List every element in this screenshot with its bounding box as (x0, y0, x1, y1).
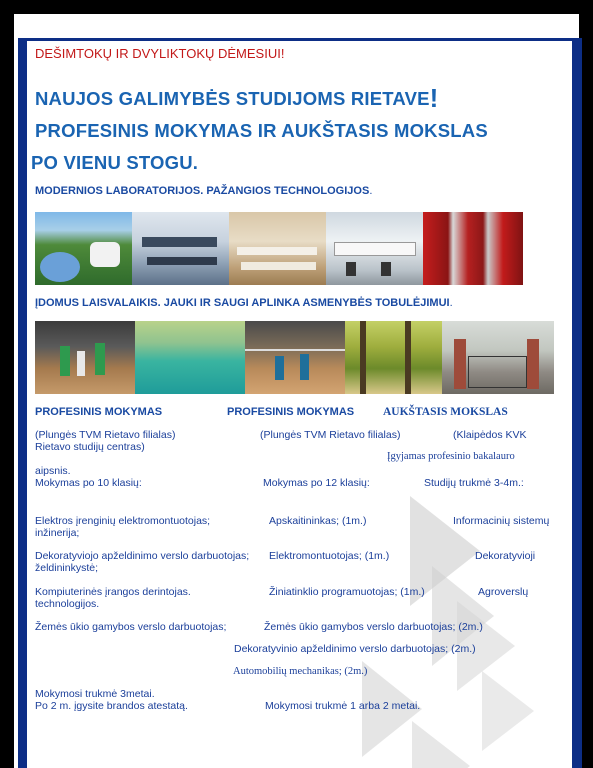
col1-program-cont: želdininkystė; (35, 562, 99, 574)
photo-classroom (229, 212, 326, 285)
decor-triangle (412, 721, 470, 768)
decor-triangle (482, 671, 534, 751)
col2-org: (Plungės TVM Rietavo filialas) (260, 429, 401, 441)
col2-program: Žemės ūkio gamybos verslo darbuotojas; (2m.) (264, 621, 483, 633)
col2-program: Automobilių mechanikas; (2m.) (233, 666, 368, 677)
col1-duration: Mokymosi trukmė 3metai. (35, 688, 155, 700)
col1-note: aipsnis. (35, 465, 71, 477)
photo-gardening (35, 212, 132, 285)
col1-program-cont: inžinerija; (35, 527, 80, 539)
col1-program: Žemės ūkio gamybos verslo darbuotojas; (35, 621, 227, 633)
col3-program: Informacinių sistemų (453, 515, 550, 527)
photo-volleyball (245, 321, 345, 394)
col2-program: Apskaitininkas; (1m.) (269, 515, 367, 527)
col3-heading: AUKŠTASIS MOKSLAS (383, 406, 508, 418)
col2-program: Žiniatinklio programuotojas; (1m.) (269, 586, 425, 598)
photo-welding-booths (423, 212, 523, 285)
col3-program: Dekoratyvioji (475, 550, 536, 562)
col3-basis: Studijų trukmė 3-4m.: (424, 477, 524, 489)
col3-org: (Klaipėdos KVK (453, 429, 527, 441)
col1-basis: Mokymas po 10 klasių: (35, 477, 142, 489)
photo-gate (442, 321, 554, 394)
col1-program: Dekoratyviojo apželdinimo verslo darbuotojas; (35, 550, 250, 562)
poster-page (27, 41, 572, 768)
photo-workshop (326, 212, 423, 285)
photo-swimming-pool (135, 321, 245, 394)
col1-program: Kompiuterinės įrangos derintojas. (35, 586, 191, 598)
col2-program: Dekoratyvinio apželdinimo verslo darbuotojas; (2m.) (234, 643, 476, 655)
photo-basketball (35, 321, 135, 394)
subheading-leisure: ĮDOMUS LAISVALAIKIS. JAUKI IR SAUGI APLINKA ASMENYBĖS TOBULĖJIMUI. (35, 297, 453, 309)
title-line-1: NAUJOS GALIMYBĖS STUDIJOMS RIETAVE! (35, 83, 439, 113)
col1-program-cont: technologijos. (35, 598, 100, 610)
photo-computer-lab (132, 212, 229, 285)
col1-diploma: Po 2 m. įgysite brandos atestatą. (35, 700, 188, 712)
announcement-line: DEŠIMTOKŲ IR DVYLIKTOKŲ DĖMESIUI! (35, 46, 285, 61)
col2-heading: PROFESINIS MOKYMAS (227, 406, 355, 418)
col2-duration: Mokymosi trukmė 1 arba 2 metai. (265, 700, 421, 712)
col2-basis: Mokymas po 12 klasių: (263, 477, 370, 489)
subheading-labs: MODERNIOS LABORATORIJOS. PAŽANGIOS TECHNOLOGIJOS. (35, 185, 373, 197)
title-line-3: PO VIENU STOGU. (31, 152, 199, 173)
col3-note: Įgyjamas profesinio bakalauro (387, 451, 515, 462)
col1-program: Elektros įrenginių elektromontuotojas; (35, 515, 211, 527)
col1-heading: PROFESINIS MOKYMAS (35, 406, 163, 418)
title-line-2: PROFESINIS MOKYMAS IR AUKŠTASIS MOKSLAS (35, 120, 488, 141)
col1-org-2: Rietavo studijų centras) (35, 441, 145, 453)
col2-program: Elektromontuotojas; (1m.) (269, 550, 390, 562)
col1-org: (Plungės TVM Rietavo filialas) (35, 429, 176, 441)
col3-program: Agroverslų (478, 586, 529, 598)
photo-tree-alley (345, 321, 442, 394)
